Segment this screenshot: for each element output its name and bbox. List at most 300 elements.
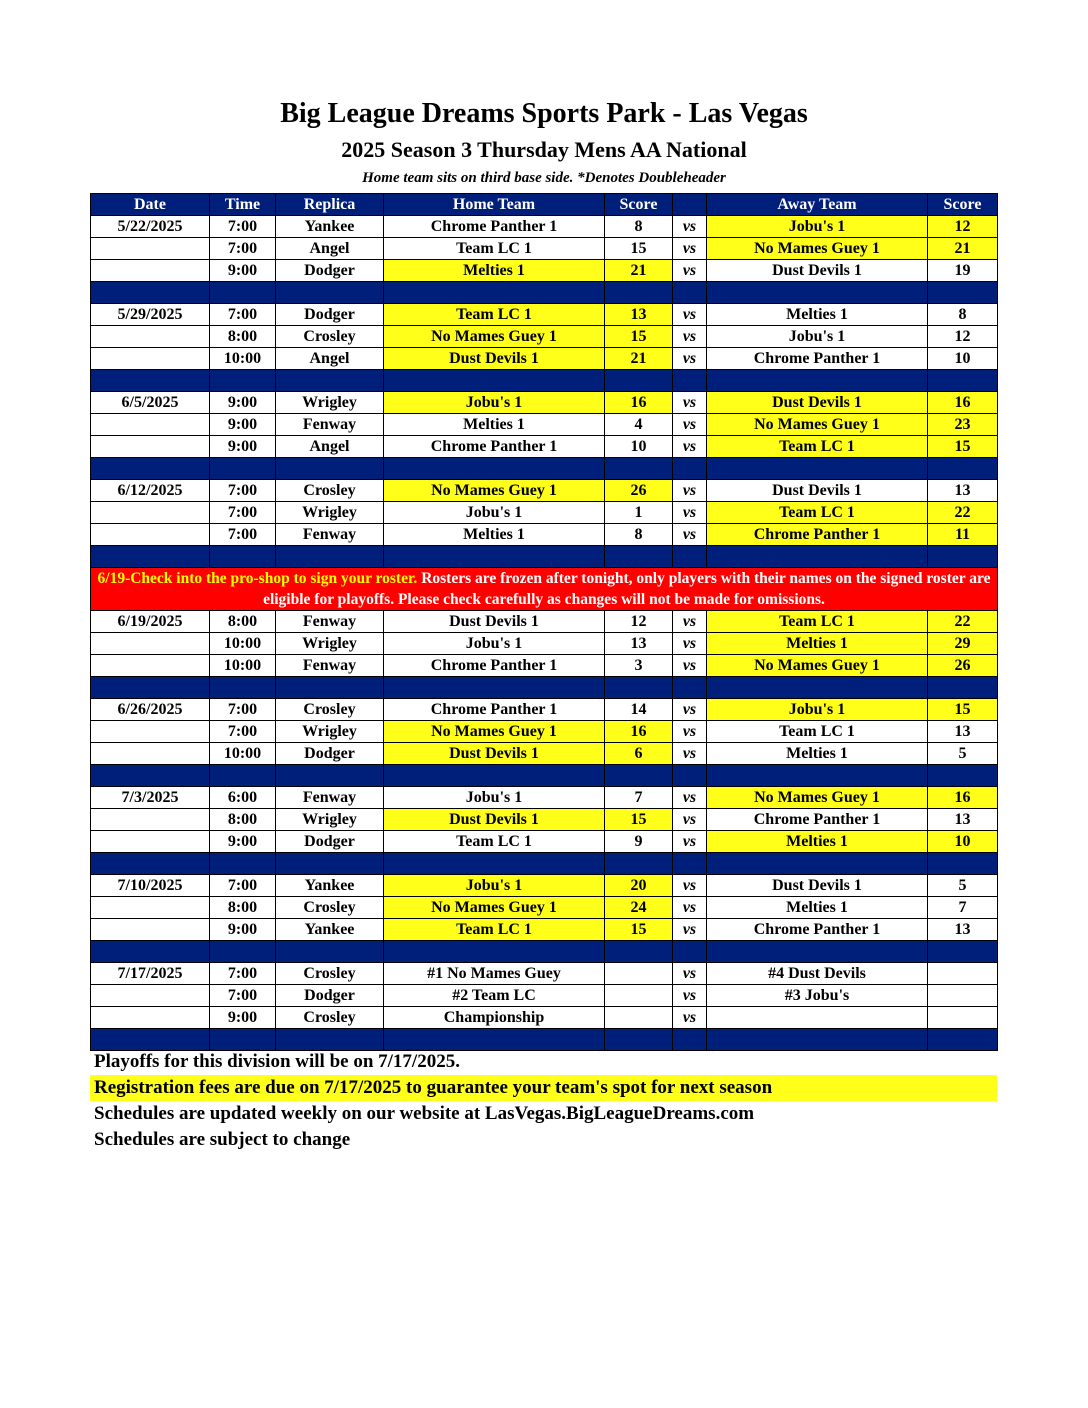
divider-cell	[91, 765, 210, 787]
game-row	[91, 875, 998, 897]
away-team: #3 Jobu's	[707, 985, 928, 1007]
divider-cell	[210, 546, 276, 568]
header-row	[91, 194, 998, 216]
game-date	[91, 721, 210, 743]
versus: vs	[673, 633, 707, 655]
versus: vs	[673, 414, 707, 436]
game-replica: Fenway	[276, 414, 384, 436]
divider-cell	[91, 282, 210, 304]
versus: vs	[673, 524, 707, 546]
game-date	[91, 1007, 210, 1029]
game-replica: Dodger	[276, 831, 384, 853]
game-row	[91, 809, 998, 831]
col-time: Time	[210, 194, 276, 216]
divider-cell	[210, 853, 276, 875]
game-row	[91, 436, 998, 458]
home-team: Chrome Panther 1	[384, 436, 605, 458]
game-replica: Angel	[276, 436, 384, 458]
home-team: Melties 1	[384, 414, 605, 436]
divider-cell	[384, 677, 605, 699]
away-score: 19	[928, 260, 998, 282]
divider-cell	[276, 853, 384, 875]
game-row	[91, 260, 998, 282]
away-score: 7	[928, 897, 998, 919]
versus: vs	[673, 809, 707, 831]
home-score: 6	[605, 743, 673, 765]
away-team: Jobu's 1	[707, 326, 928, 348]
home-team: Jobu's 1	[384, 633, 605, 655]
versus: vs	[673, 721, 707, 743]
home-team: Dust Devils 1	[384, 743, 605, 765]
home-score: 14	[605, 699, 673, 721]
game-time: 7:00	[210, 216, 276, 238]
versus: vs	[673, 655, 707, 677]
game-replica: Dodger	[276, 304, 384, 326]
game-replica: Wrigley	[276, 721, 384, 743]
versus: vs	[673, 480, 707, 502]
versus: vs	[673, 699, 707, 721]
versus: vs	[673, 787, 707, 809]
home-team-note: Home team sits on third base side. *Denotes Doubleheader	[362, 170, 726, 186]
game-date: 7/3/2025	[91, 787, 210, 809]
away-team: Chrome Panther 1	[707, 524, 928, 546]
away-team: Melties 1	[707, 831, 928, 853]
game-date	[91, 348, 210, 370]
website-note: Schedules are updated weekly on our website at LasVegas.BigLeagueDreams.com	[94, 1103, 755, 1124]
col-home-score: Score	[605, 194, 673, 216]
divider-cell	[210, 370, 276, 392]
home-score: 15	[605, 919, 673, 941]
week-divider	[91, 458, 998, 480]
change-note: Schedules are subject to change	[94, 1129, 351, 1150]
game-row	[91, 721, 998, 743]
versus: vs	[673, 831, 707, 853]
game-date: 6/26/2025	[91, 699, 210, 721]
week-divider	[91, 765, 998, 787]
notice-prefix: 6/19-	[97, 570, 131, 587]
away-team: Team LC 1	[707, 436, 928, 458]
divider-cell	[384, 765, 605, 787]
col-vs	[673, 194, 707, 216]
game-date	[91, 831, 210, 853]
divider-cell	[928, 458, 998, 480]
game-date: 5/22/2025	[91, 216, 210, 238]
game-time: 7:00	[210, 238, 276, 260]
versus: vs	[673, 743, 707, 765]
game-replica: Crosley	[276, 326, 384, 348]
away-score	[928, 1007, 998, 1029]
game-replica: Yankee	[276, 919, 384, 941]
away-score: 10	[928, 348, 998, 370]
game-replica: Crosley	[276, 1007, 384, 1029]
versus: vs	[673, 348, 707, 370]
game-time: 8:00	[210, 611, 276, 633]
divider-cell	[91, 458, 210, 480]
away-score: 11	[928, 524, 998, 546]
home-score: 16	[605, 721, 673, 743]
divider-cell	[928, 941, 998, 963]
away-team: Melties 1	[707, 304, 928, 326]
game-time: 7:00	[210, 480, 276, 502]
game-date	[91, 919, 210, 941]
week-divider	[91, 546, 998, 568]
divider-cell	[707, 853, 928, 875]
game-row	[91, 238, 998, 260]
game-date: 6/19/2025	[91, 611, 210, 633]
week-divider	[91, 853, 998, 875]
away-score: 15	[928, 699, 998, 721]
divider-cell	[928, 853, 998, 875]
away-team: Melties 1	[707, 743, 928, 765]
col-away-team: Away Team	[707, 194, 928, 216]
away-team: No Mames Guey 1	[707, 655, 928, 677]
home-score: 4	[605, 414, 673, 436]
game-replica: Dodger	[276, 985, 384, 1007]
divider-cell	[384, 282, 605, 304]
game-time: 7:00	[210, 963, 276, 985]
away-team: No Mames Guey 1	[707, 787, 928, 809]
away-score: 12	[928, 326, 998, 348]
game-row	[91, 304, 998, 326]
game-time: 7:00	[210, 985, 276, 1007]
away-team	[707, 1007, 928, 1029]
game-row	[91, 919, 998, 941]
away-score: 5	[928, 875, 998, 897]
divider-cell	[928, 546, 998, 568]
game-time: 9:00	[210, 260, 276, 282]
game-replica: Wrigley	[276, 392, 384, 414]
divider-cell	[605, 941, 673, 963]
game-time: 10:00	[210, 655, 276, 677]
game-time: 8:00	[210, 897, 276, 919]
home-score: 15	[605, 238, 673, 260]
game-time: 9:00	[210, 1007, 276, 1029]
divider-cell	[276, 677, 384, 699]
divider-cell	[928, 677, 998, 699]
divider-cell	[276, 370, 384, 392]
divider-cell	[673, 458, 707, 480]
away-team: Chrome Panther 1	[707, 348, 928, 370]
home-team: No Mames Guey 1	[384, 897, 605, 919]
home-team: Team LC 1	[384, 919, 605, 941]
home-team: Jobu's 1	[384, 502, 605, 524]
game-replica: Fenway	[276, 524, 384, 546]
home-team: Team LC 1	[384, 238, 605, 260]
away-team: Chrome Panther 1	[707, 809, 928, 831]
divider-cell	[91, 853, 210, 875]
divider-cell	[91, 1029, 210, 1051]
divider-cell	[707, 546, 928, 568]
game-row	[91, 216, 998, 238]
away-score: 22	[928, 611, 998, 633]
home-team: Chrome Panther 1	[384, 216, 605, 238]
away-score: 21	[928, 238, 998, 260]
home-team: No Mames Guey 1	[384, 721, 605, 743]
home-score: 8	[605, 524, 673, 546]
game-row	[91, 831, 998, 853]
divider-cell	[707, 677, 928, 699]
game-time: 7:00	[210, 502, 276, 524]
away-team: Dust Devils 1	[707, 260, 928, 282]
game-date: 6/5/2025	[91, 392, 210, 414]
divider-cell	[276, 458, 384, 480]
game-date	[91, 655, 210, 677]
home-team: No Mames Guey 1	[384, 480, 605, 502]
divider-cell	[605, 458, 673, 480]
home-score: 1	[605, 502, 673, 524]
roster-notice-row	[91, 568, 998, 611]
game-time: 8:00	[210, 326, 276, 348]
game-replica: Angel	[276, 348, 384, 370]
home-team: Team LC 1	[384, 304, 605, 326]
game-replica: Wrigley	[276, 633, 384, 655]
divider-cell	[707, 941, 928, 963]
game-date	[91, 897, 210, 919]
game-replica: Fenway	[276, 611, 384, 633]
game-date	[91, 633, 210, 655]
home-team: Dust Devils 1	[384, 348, 605, 370]
versus: vs	[673, 502, 707, 524]
away-team: No Mames Guey 1	[707, 238, 928, 260]
away-score: 10	[928, 831, 998, 853]
registration-note: Registration fees are due on 7/17/2025 to guarantee your team's spot for next season	[90, 1075, 997, 1101]
home-team: Dust Devils 1	[384, 809, 605, 831]
away-score: 23	[928, 414, 998, 436]
divider-cell	[605, 677, 673, 699]
home-team: #2 Team LC	[384, 985, 605, 1007]
home-score: 21	[605, 348, 673, 370]
home-score: 13	[605, 304, 673, 326]
game-time: 6:00	[210, 787, 276, 809]
divider-cell	[928, 370, 998, 392]
col-away-score: Score	[928, 194, 998, 216]
game-time: 7:00	[210, 304, 276, 326]
versus: vs	[673, 436, 707, 458]
versus: vs	[673, 238, 707, 260]
divider-cell	[673, 677, 707, 699]
game-replica: Crosley	[276, 963, 384, 985]
game-row	[91, 392, 998, 414]
game-replica: Yankee	[276, 216, 384, 238]
divider-cell	[276, 546, 384, 568]
notice-text: Rosters are frozen after tonight, only players with their names on the signed roster are eligible for playoffs. Please check carefully as changes will not be made for omissions.	[263, 570, 991, 608]
game-date	[91, 524, 210, 546]
divider-cell	[210, 282, 276, 304]
away-team: Melties 1	[707, 897, 928, 919]
divider-cell	[384, 941, 605, 963]
schedule-table	[90, 193, 998, 1051]
divider-cell	[928, 282, 998, 304]
home-score: 15	[605, 809, 673, 831]
game-replica: Dodger	[276, 743, 384, 765]
away-score: 8	[928, 304, 998, 326]
divider-cell	[384, 1029, 605, 1051]
versus: vs	[673, 963, 707, 985]
home-team: Melties 1	[384, 524, 605, 546]
home-team: Championship	[384, 1007, 605, 1029]
versus: vs	[673, 611, 707, 633]
divider-cell	[673, 546, 707, 568]
away-score: 13	[928, 721, 998, 743]
away-score: 13	[928, 480, 998, 502]
home-score	[605, 985, 673, 1007]
game-time: 8:00	[210, 809, 276, 831]
home-score: 20	[605, 875, 673, 897]
away-score: 26	[928, 655, 998, 677]
game-date	[91, 414, 210, 436]
home-score: 13	[605, 633, 673, 655]
away-score: 15	[928, 436, 998, 458]
game-replica: Fenway	[276, 655, 384, 677]
away-team: Jobu's 1	[707, 216, 928, 238]
game-row	[91, 611, 998, 633]
home-team: Chrome Panther 1	[384, 655, 605, 677]
away-team: Melties 1	[707, 633, 928, 655]
game-row	[91, 787, 998, 809]
home-score	[605, 963, 673, 985]
col-date: Date	[91, 194, 210, 216]
game-row	[91, 1007, 998, 1029]
game-date: 7/17/2025	[91, 963, 210, 985]
versus: vs	[673, 897, 707, 919]
divider-cell	[210, 677, 276, 699]
versus: vs	[673, 392, 707, 414]
game-time: 9:00	[210, 919, 276, 941]
home-score	[605, 1007, 673, 1029]
game-date	[91, 260, 210, 282]
divider-cell	[91, 370, 210, 392]
game-replica: Wrigley	[276, 809, 384, 831]
home-team: Chrome Panther 1	[384, 699, 605, 721]
home-score: 7	[605, 787, 673, 809]
away-team: Chrome Panther 1	[707, 919, 928, 941]
home-team: No Mames Guey 1	[384, 326, 605, 348]
away-team: Dust Devils 1	[707, 480, 928, 502]
divider-cell	[605, 282, 673, 304]
game-date	[91, 238, 210, 260]
divider-cell	[384, 853, 605, 875]
game-row	[91, 897, 998, 919]
divider-cell	[605, 1029, 673, 1051]
divider-cell	[210, 1029, 276, 1051]
game-row	[91, 963, 998, 985]
notice-highlight: Check into the pro-shop to sign your roster.	[130, 570, 418, 587]
divider-cell	[673, 282, 707, 304]
game-row	[91, 743, 998, 765]
away-score	[928, 963, 998, 985]
game-time: 9:00	[210, 436, 276, 458]
game-replica: Crosley	[276, 699, 384, 721]
game-date	[91, 436, 210, 458]
divider-cell	[276, 941, 384, 963]
home-team: Melties 1	[384, 260, 605, 282]
away-score	[928, 985, 998, 1007]
game-date	[91, 326, 210, 348]
divider-cell	[928, 1029, 998, 1051]
home-team: #1 No Mames Guey	[384, 963, 605, 985]
page-subtitle: 2025 Season 3 Thursday Mens AA National	[341, 137, 747, 162]
game-replica: Crosley	[276, 480, 384, 502]
away-team: Team LC 1	[707, 611, 928, 633]
away-team: Dust Devils 1	[707, 875, 928, 897]
game-time: 10:00	[210, 743, 276, 765]
game-date	[91, 502, 210, 524]
divider-cell	[605, 765, 673, 787]
playoffs-note: Playoffs for this division will be on 7/17/2025.	[94, 1051, 460, 1072]
away-score: 12	[928, 216, 998, 238]
game-row	[91, 985, 998, 1007]
divider-cell	[210, 765, 276, 787]
game-date	[91, 743, 210, 765]
versus: vs	[673, 919, 707, 941]
away-score: 16	[928, 787, 998, 809]
home-team: Jobu's 1	[384, 392, 605, 414]
game-row	[91, 348, 998, 370]
game-date	[91, 809, 210, 831]
game-row	[91, 502, 998, 524]
week-divider	[91, 370, 998, 392]
away-score: 5	[928, 743, 998, 765]
divider-cell	[384, 546, 605, 568]
home-score: 3	[605, 655, 673, 677]
game-replica: Wrigley	[276, 502, 384, 524]
home-score: 9	[605, 831, 673, 853]
home-team: Team LC 1	[384, 831, 605, 853]
versus: vs	[673, 216, 707, 238]
home-score: 21	[605, 260, 673, 282]
home-score: 8	[605, 216, 673, 238]
divider-cell	[707, 765, 928, 787]
divider-cell	[605, 546, 673, 568]
game-row	[91, 699, 998, 721]
divider-cell	[673, 765, 707, 787]
game-replica: Fenway	[276, 787, 384, 809]
home-score: 12	[605, 611, 673, 633]
game-time: 10:00	[210, 633, 276, 655]
home-score: 24	[605, 897, 673, 919]
divider-cell	[210, 941, 276, 963]
divider-cell	[91, 677, 210, 699]
game-time: 7:00	[210, 524, 276, 546]
game-replica: Crosley	[276, 897, 384, 919]
game-time: 9:00	[210, 392, 276, 414]
page-title: Big League Dreams Sports Park - Las Vegas	[280, 98, 808, 129]
week-divider	[91, 677, 998, 699]
versus: vs	[673, 304, 707, 326]
away-team: #4 Dust Devils	[707, 963, 928, 985]
versus: vs	[673, 326, 707, 348]
game-time: 9:00	[210, 414, 276, 436]
game-time: 7:00	[210, 699, 276, 721]
col-home-team: Home Team	[384, 194, 605, 216]
game-row	[91, 655, 998, 677]
game-row	[91, 414, 998, 436]
game-row	[91, 524, 998, 546]
game-date: 6/12/2025	[91, 480, 210, 502]
week-divider	[91, 282, 998, 304]
away-score: 16	[928, 392, 998, 414]
versus: vs	[673, 260, 707, 282]
away-team: Jobu's 1	[707, 699, 928, 721]
divider-cell	[928, 765, 998, 787]
game-row	[91, 480, 998, 502]
versus: vs	[673, 1007, 707, 1029]
away-team: Team LC 1	[707, 502, 928, 524]
divider-cell	[673, 853, 707, 875]
divider-cell	[707, 282, 928, 304]
away-score: 22	[928, 502, 998, 524]
divider-cell	[276, 282, 384, 304]
